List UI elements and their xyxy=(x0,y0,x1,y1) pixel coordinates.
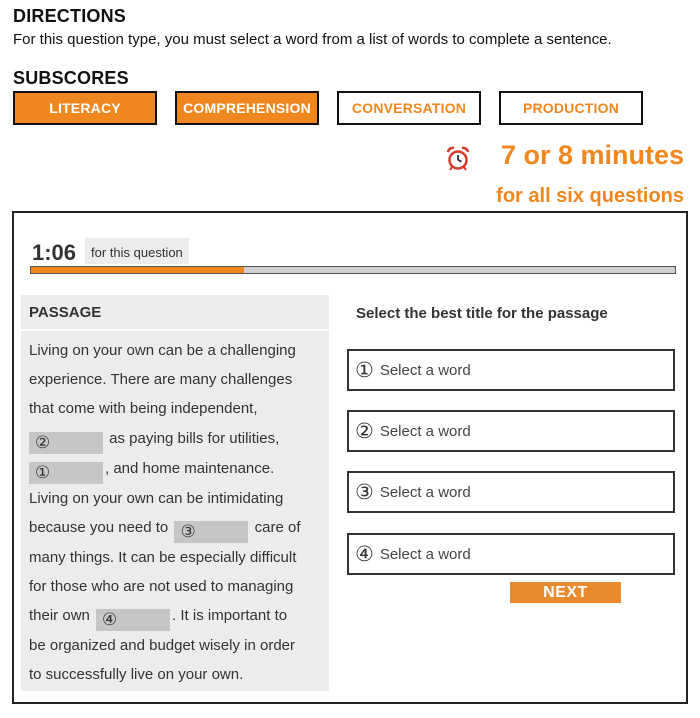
blank-1[interactable]: ① xyxy=(29,462,103,484)
passage-line: that come with being independent, xyxy=(29,400,258,418)
passage-line: to successfully live on your own. xyxy=(29,666,244,684)
passage-line xyxy=(29,601,321,631)
passage-fragment: as paying bills for utilities, xyxy=(109,429,280,447)
passage-line: Living on your own can be intimidating xyxy=(29,489,284,507)
passage-fragment: care of xyxy=(254,518,301,536)
answer-placeholder: Select a word xyxy=(379,361,471,379)
subscores-heading: SUBSCORES xyxy=(13,68,129,88)
directions-text: For this question type, you must select a word from a list of words to complete a sentence. xyxy=(13,31,612,48)
answer-select-2[interactable] xyxy=(347,410,675,452)
passage-line xyxy=(29,424,321,454)
timer-progress-bar xyxy=(30,266,676,274)
passage-title: PASSAGE xyxy=(21,295,329,331)
subscore-comprehension-button[interactable]: COMPREHENSION xyxy=(175,91,319,125)
passage-fragment: . It is important to xyxy=(172,607,288,625)
answer-number: ① xyxy=(355,358,374,382)
total-time: 7 or 8 minutes xyxy=(500,140,684,170)
answer-placeholder: Select a word xyxy=(379,483,471,501)
passage-box xyxy=(21,295,329,691)
subscore-production-button[interactable]: PRODUCTION xyxy=(499,91,643,125)
passage-line: experience. There are many challenges xyxy=(29,371,293,389)
blank-3[interactable]: ③ xyxy=(174,521,248,543)
question-prompt: Select the best title for the passage xyxy=(356,305,608,322)
passage-text xyxy=(21,331,329,690)
answer-select-4[interactable] xyxy=(347,533,675,575)
question-timer-label: for this question xyxy=(85,238,189,264)
blank-4[interactable]: ④ xyxy=(96,609,170,631)
answer-placeholder: Select a word xyxy=(379,545,471,563)
passage-line: many things. It can be especially difficult xyxy=(29,548,297,566)
passage-fragment: because you need to xyxy=(29,518,169,536)
subscore-conversation-button[interactable]: CONVERSATION xyxy=(337,91,481,125)
passage-line: Living on your own can be a challenging xyxy=(29,342,296,359)
passage-fragment: , and home maintenance. xyxy=(105,459,275,477)
directions-heading: DIRECTIONS xyxy=(13,6,127,26)
answer-number: ③ xyxy=(355,480,374,504)
passage-line: for those who are not used to managing xyxy=(29,578,294,596)
passage-line xyxy=(29,513,321,543)
answer-select-1[interactable] xyxy=(347,349,675,391)
answer-number: ② xyxy=(355,419,374,443)
timer-progress-fill xyxy=(31,267,244,273)
alarm-clock-icon xyxy=(445,145,471,171)
answer-number: ④ xyxy=(355,542,374,566)
next-button[interactable]: NEXT xyxy=(510,582,621,603)
passage-line xyxy=(29,454,321,484)
passage-fragment: their own xyxy=(29,607,90,625)
answer-select-3[interactable] xyxy=(347,471,675,513)
answer-placeholder: Select a word xyxy=(379,422,471,440)
question-timer: 1:06 xyxy=(32,240,77,265)
blank-2[interactable]: ② xyxy=(29,432,103,454)
subscore-literacy-button[interactable]: LITERACY xyxy=(13,91,157,125)
total-time-note: for all six questions xyxy=(496,185,684,207)
passage-line: be organized and budget wisely in order xyxy=(29,637,296,655)
